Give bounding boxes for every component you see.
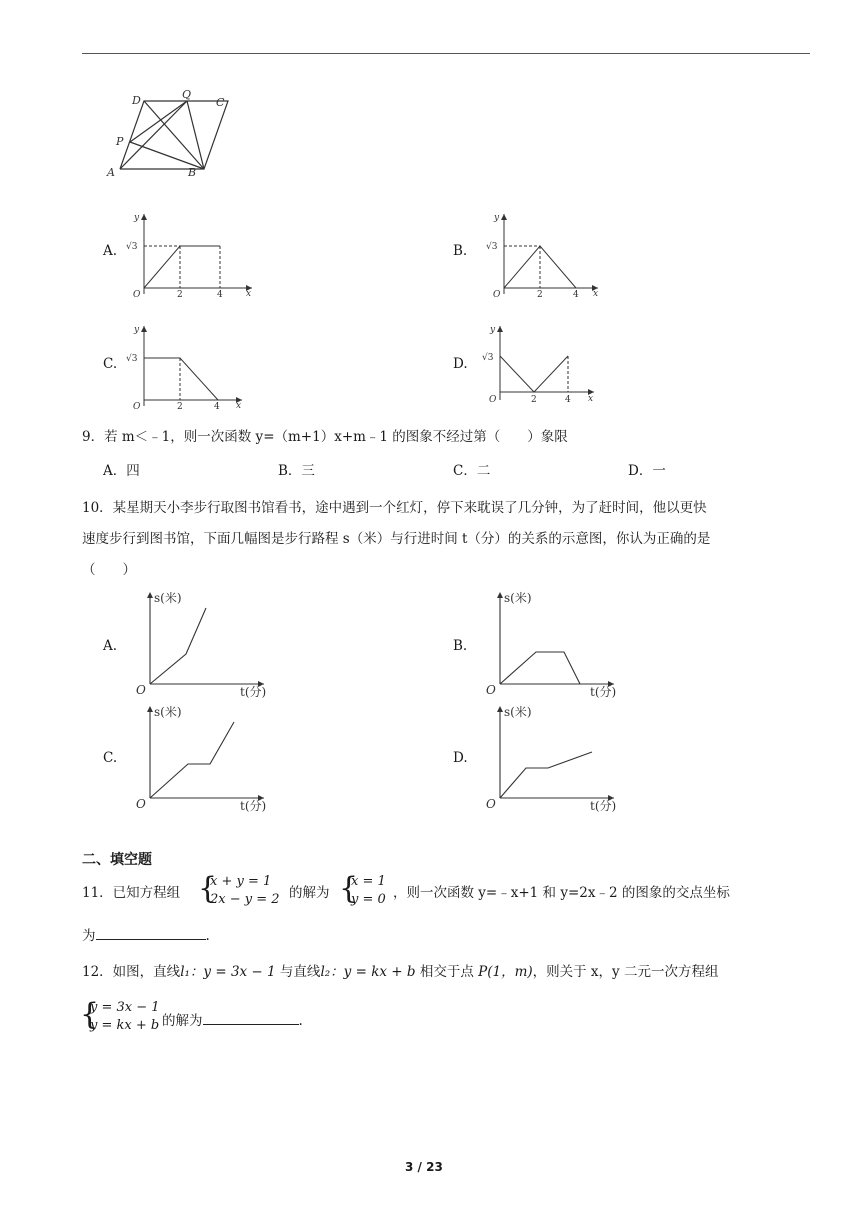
q10d-s-label: s(米) xyxy=(504,705,532,719)
label-Q: Q xyxy=(182,88,192,101)
q11-line-2-prefix: 为 xyxy=(82,928,96,944)
q11-sol-2: y = 0 xyxy=(351,892,386,907)
q12-answer-blank[interactable] xyxy=(203,1010,299,1025)
label-B: B xyxy=(188,166,197,179)
q8c-tick-2: 2 xyxy=(177,402,183,412)
q11-answer-blank[interactable] xyxy=(96,925,206,940)
parallelogram-figure xyxy=(100,86,240,182)
q11-line-2 xyxy=(82,925,210,945)
q12-mid1: 与直线 xyxy=(275,964,321,980)
q11-prefix: 11．已知方程组 xyxy=(82,885,181,901)
q8c-tick-4: 4 xyxy=(214,402,220,412)
q10b-t-label: t(分) xyxy=(590,685,617,699)
q9-stem: 9．若 m＜﹣1，则一次函数 y=（m+1）x+m﹣1 的图象不经过第（ ）象限 xyxy=(82,429,568,445)
q10-line-3: （ ） xyxy=(82,562,136,578)
q8b-sqrt3-label: √3 xyxy=(486,242,498,252)
q9-option-a[interactable]: A．四 xyxy=(103,463,140,479)
q11-end: . xyxy=(205,928,210,944)
q10c-t-label: t(分) xyxy=(240,799,267,813)
q8d-sqrt3-label: √3 xyxy=(482,353,494,363)
q8a-sqrt3-label: √3 xyxy=(126,242,138,252)
q9-option-c[interactable]: C．二 xyxy=(453,463,491,479)
q12-l2: l₂ xyxy=(320,964,331,980)
q8-graph-c xyxy=(122,320,256,412)
section-title: 二、填空题 xyxy=(82,852,152,868)
q8b-y-axis-label: y xyxy=(494,213,500,223)
q11-brace-2: { xyxy=(339,871,359,906)
q10-option-b-letter[interactable]: B. xyxy=(453,638,468,654)
q8a-origin: O xyxy=(133,290,141,300)
q8-option-c-letter[interactable]: C. xyxy=(103,356,118,372)
q8d-tick-2: 2 xyxy=(531,395,537,405)
q12-suffix: ，则关于 x，y 二元一次方程组 xyxy=(532,964,719,980)
q10-line-1: 10．某星期天小李步行取图书馆看书，途中遇到一个红灯，停下来耽误了几分钟，为了赶时间，他以更快 xyxy=(82,500,707,516)
q8-graph-b xyxy=(482,208,616,300)
q10-graph-b xyxy=(478,584,638,700)
q11-brace-1: { xyxy=(198,871,218,906)
q8a-tick-2: 2 xyxy=(177,290,183,300)
q10-graph-c xyxy=(128,698,288,814)
label-P: P xyxy=(116,135,124,148)
q8b-x-axis-label: x xyxy=(593,289,599,299)
q8c-sqrt3-label: √3 xyxy=(126,354,138,364)
q12-eq-2: y = kx + b xyxy=(90,1018,160,1033)
q8d-y-axis-label: y xyxy=(490,325,496,335)
q8b-origin: O xyxy=(493,290,501,300)
q8a-tick-4: 4 xyxy=(217,290,223,300)
q8c-x-axis-label: x xyxy=(236,401,242,411)
q8b-tick-4: 4 xyxy=(573,290,579,300)
q8-graph-d xyxy=(478,320,612,412)
q8d-x-axis-label: x xyxy=(588,394,594,404)
q10a-origin: O xyxy=(136,683,146,697)
q8-graph-a xyxy=(122,208,256,300)
q8c-y-axis-label: y xyxy=(134,325,140,335)
q11-mid: 的解为 xyxy=(289,885,330,901)
q8-option-a-letter[interactable]: A. xyxy=(103,243,118,259)
q10-graph-a xyxy=(128,584,288,700)
header-rule xyxy=(82,53,810,54)
q8a-x-axis-label: x xyxy=(246,289,252,299)
q11-suffix: ，则一次函数 y=﹣x+1 和 y=2x﹣2 的图象的交点坐标 xyxy=(393,885,730,901)
q11-sol-1: x = 1 xyxy=(351,874,386,889)
q10-graph-d xyxy=(478,698,638,814)
page-number: 3 / 23 xyxy=(405,1160,443,1174)
q11-eq-1: x + y = 1 xyxy=(210,874,272,889)
q12-brace: { xyxy=(80,997,100,1032)
label-C: C xyxy=(216,96,225,109)
q11-eq-2: 2x − y = 2 xyxy=(210,892,280,907)
q9-option-d[interactable]: D．一 xyxy=(628,463,666,479)
q12-mid2: 相交于点 xyxy=(415,964,479,980)
q8-option-d-letter[interactable]: D. xyxy=(453,356,468,372)
q10b-origin: O xyxy=(486,683,496,697)
q8b-tick-2: 2 xyxy=(537,290,543,300)
q8c-origin: O xyxy=(133,402,141,412)
q10-line-2: 速度步行到图书馆，下面几幅图是步行路程 s（米）与行进时间 t（分）的关系的示意图，你认为正确的是 xyxy=(82,531,711,547)
q12-l2-eq: ：y = kx + b xyxy=(330,964,416,980)
q12-tail-line xyxy=(162,1010,303,1030)
q8a-y-axis-label: y xyxy=(134,213,140,223)
q12-prefix: 12．如图，直线 xyxy=(82,964,181,980)
q10d-t-label: t(分) xyxy=(590,799,617,813)
q10-option-d-letter[interactable]: D. xyxy=(453,750,468,766)
q10c-origin: O xyxy=(136,797,146,811)
q10-option-a-letter[interactable]: A. xyxy=(103,638,118,654)
q12-l1-eq: ：y = 3x − 1 xyxy=(189,964,276,980)
q12-l1: l₁ xyxy=(180,964,190,980)
q10a-t-label: t(分) xyxy=(240,685,267,699)
q9-option-b[interactable]: B．三 xyxy=(278,463,315,479)
q12-eq-1: y = 3x − 1 xyxy=(90,1000,160,1015)
label-D: D xyxy=(132,94,141,107)
q8d-origin: O xyxy=(489,395,497,405)
q10d-origin: O xyxy=(486,797,496,811)
q10-option-c-letter[interactable]: C. xyxy=(103,750,118,766)
q10c-s-label: s(米) xyxy=(154,705,182,719)
q8d-tick-4: 4 xyxy=(565,395,571,405)
q12-point: P(1，m) xyxy=(478,964,533,980)
q12-tail: 的解为 xyxy=(162,1013,203,1029)
q10a-s-label: s(米) xyxy=(154,591,182,605)
q12-line-1 xyxy=(82,963,718,981)
label-A: A xyxy=(107,166,115,179)
q8-option-b-letter[interactable]: B. xyxy=(453,243,468,259)
q12-end: . xyxy=(298,1013,303,1029)
q10b-s-label: s(米) xyxy=(504,591,532,605)
